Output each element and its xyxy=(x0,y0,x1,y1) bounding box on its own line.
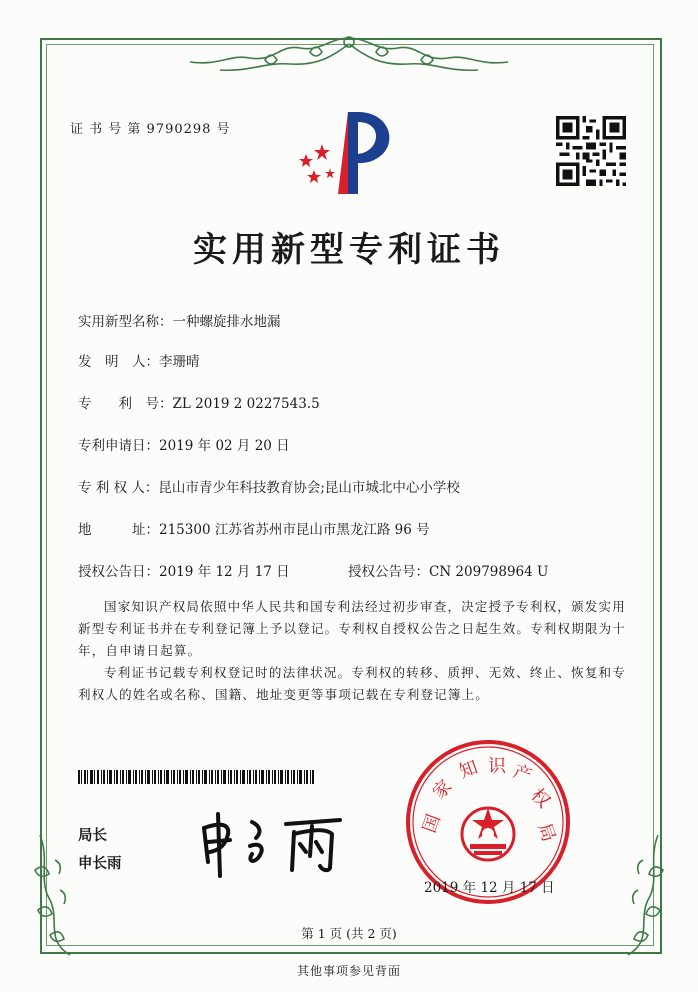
utility-name-row xyxy=(78,310,281,330)
filing-date-value: 2019 年 02 月 20 日 xyxy=(159,438,290,454)
svg-text:产: 产 xyxy=(510,760,535,787)
grant-number-row xyxy=(348,560,548,580)
address-row xyxy=(78,518,430,538)
patent-number-row xyxy=(78,392,320,412)
top-ornament xyxy=(180,32,518,78)
grant-date-row xyxy=(78,560,290,580)
svg-text:知: 知 xyxy=(456,756,481,783)
grant-number-label: 授权公告号： xyxy=(348,564,429,580)
inventor-row xyxy=(78,350,200,370)
body-paragraph-2: 专利证书记载专利权登记时的法律状况。专利权的转移、质押、无效、终止、恢复和专利权人的姓名或名称、国籍、地址变更等事项记载在专利登记簿上。 xyxy=(78,665,626,702)
grant-date-label: 授权公告日： xyxy=(78,564,159,580)
qr-code-icon xyxy=(556,116,626,186)
inventor-label: 发 明 人： xyxy=(78,354,159,370)
svg-text:权: 权 xyxy=(526,784,555,813)
svg-text:家: 家 xyxy=(428,775,457,804)
page-number: 第 1 页 (共 2 页) xyxy=(301,926,397,941)
body-paragraph-1: 国家知识产权局依照中华人民共和国专利法经过初步审查，决定授予专利权，颁发实用新型专利证书并在专利登记簿上予以登记。专利权自授权公告之日起生效。专利权期限为十年，自申请日起算。 xyxy=(78,599,627,658)
patentee-label: 专 利 权 人： xyxy=(78,480,159,496)
certificate-title: 实用新型专利证书 xyxy=(193,230,505,270)
patent-number-label: 专 利 号： xyxy=(78,396,173,412)
utility-name-label: 实用新型名称： xyxy=(78,314,173,330)
director-title: 局长 xyxy=(78,828,107,844)
svg-text:局: 局 xyxy=(533,820,560,845)
patent-number-value: ZL 2019 2 0227543.5 xyxy=(172,396,320,412)
patentee-row xyxy=(78,476,460,496)
director-signature xyxy=(190,808,350,880)
filing-date-row xyxy=(78,434,290,454)
cnipa-logo-icon xyxy=(292,108,402,198)
barcode-icon xyxy=(78,770,314,784)
certificate-number: 证 书 号 第 9790298 号 xyxy=(70,122,231,137)
svg-text:国: 国 xyxy=(418,811,445,836)
inventor-value: 李珊晴 xyxy=(159,354,200,370)
grant-number-value: CN 209798964 U xyxy=(429,564,549,580)
director-name: 申长雨 xyxy=(78,856,122,872)
grant-date-value: 2019 年 12 月 17 日 xyxy=(159,564,290,580)
utility-name-value: 一种螺旋排水地漏 xyxy=(172,314,281,330)
patentee-value: 昆山市青少年科技教育协会;昆山市城北中心小学校 xyxy=(158,480,460,496)
back-note: 其他事项参见背面 xyxy=(296,964,401,978)
svg-text:识: 识 xyxy=(488,756,506,777)
address-label: 地 址： xyxy=(78,522,159,538)
filing-date-label: 专利申请日： xyxy=(78,438,159,454)
seal-date: 2019 年 12 月 17 日 xyxy=(424,880,555,896)
address-value: 215300 江苏省苏州市昆山市黑龙江路 96 号 xyxy=(159,522,430,538)
